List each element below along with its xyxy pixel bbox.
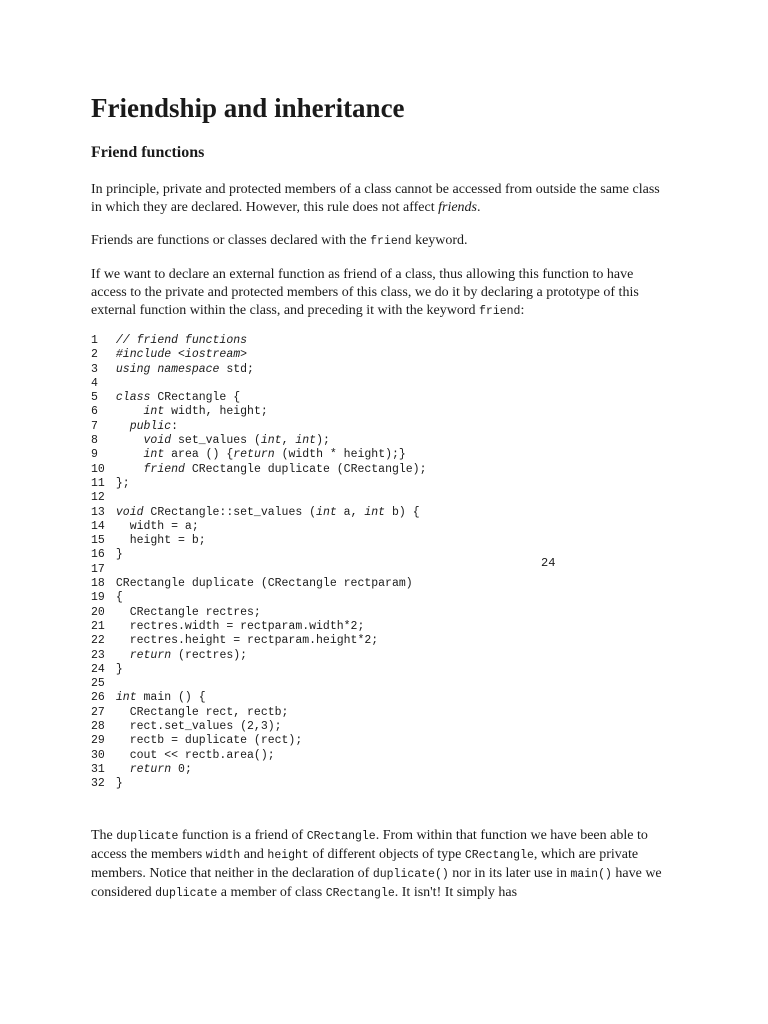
line-number: 19 <box>91 591 105 605</box>
code-keyword: int <box>115 691 137 705</box>
code-keyword: int <box>316 505 337 519</box>
line-number: 25 <box>91 677 105 691</box>
code-text: 0; <box>171 762 192 776</box>
code-text: CRectangle duplicate (CRectangle); <box>184 462 427 476</box>
code-line <box>91 420 426 434</box>
code-text: cout << rectb.area(); <box>109 748 275 762</box>
code-text: rectres.height = rectparam.height*2; <box>109 634 379 648</box>
code-line <box>91 563 426 577</box>
line-number: 20 <box>91 605 105 619</box>
code-line <box>91 548 426 562</box>
code-text <box>109 434 144 447</box>
code-text: rectres.width = rectparam.width*2; <box>109 619 365 633</box>
code-line <box>91 434 426 448</box>
code-line <box>91 405 426 419</box>
line-number: 18 <box>91 577 105 591</box>
line-number: 23 <box>91 648 105 662</box>
code-text: width = a; <box>109 519 199 533</box>
line-number: 16 <box>91 548 105 562</box>
code-line <box>91 463 426 477</box>
paragraph-declare-friend <box>91 266 671 321</box>
code-text <box>109 506 116 519</box>
code-text <box>109 463 144 476</box>
code-text <box>109 405 144 418</box>
paragraph-text: keyword. <box>411 233 468 248</box>
line-number: 9 <box>91 448 98 462</box>
paragraph-text: and <box>240 847 268 862</box>
code-keyword: int <box>143 405 165 419</box>
paragraph-duplicate-explanation <box>91 827 671 903</box>
inline-code: CRectangle <box>325 887 395 900</box>
code-line <box>91 506 426 520</box>
code-line <box>91 777 426 791</box>
paragraph-text: If we want to declare an external function as friend of a class, thus allowing this function to have access to the private and protected members of this class, we do it by declaring a prototype of this external function within the class, and preceding it with the keyword <box>91 267 639 318</box>
line-number: 32 <box>91 777 105 791</box>
code-text: area () { <box>164 448 234 462</box>
line-number: 3 <box>91 362 98 376</box>
code-line <box>91 620 426 634</box>
code-keyword: return <box>233 448 275 462</box>
line-number: 30 <box>91 748 105 762</box>
code-line <box>91 591 426 605</box>
inline-code: duplicate <box>155 887 218 900</box>
code-listing <box>91 334 426 792</box>
code-text: a, <box>336 505 365 519</box>
paragraph-text: The <box>91 828 117 843</box>
line-number: 15 <box>91 534 105 548</box>
line-number: 24 <box>91 662 105 676</box>
code-text: } <box>109 777 123 791</box>
paragraph-text: have we considered <box>91 866 662 900</box>
code-line <box>91 477 426 491</box>
line-number: 11 <box>91 476 105 490</box>
code-text <box>109 334 116 347</box>
inline-code: width <box>205 849 241 862</box>
line-number: 26 <box>91 691 105 705</box>
code-text: CRectangle::set_values ( <box>143 505 317 519</box>
code-text: height = b; <box>109 534 206 548</box>
code-text <box>109 763 130 776</box>
code-text <box>109 448 144 461</box>
code-keyword: #include <iostream> <box>115 348 248 362</box>
line-number: 5 <box>91 391 98 405</box>
code-line <box>91 577 426 591</box>
code-line <box>91 448 426 462</box>
code-keyword: int <box>143 448 165 462</box>
line-number: 28 <box>91 720 105 734</box>
paragraph-text: . From within that function we have been able to access the members <box>91 828 648 862</box>
line-number: 29 <box>91 734 105 748</box>
inline-code: CRectangle <box>306 830 376 843</box>
inline-code: duplicate <box>116 830 179 843</box>
inline-code: main() <box>570 868 612 881</box>
inline-code: duplicate() <box>372 868 449 881</box>
code-line <box>91 334 426 348</box>
code-text: } <box>109 662 123 676</box>
code-line <box>91 534 426 548</box>
code-line <box>91 677 426 691</box>
code-text: rect.set_values (2,3); <box>109 720 282 734</box>
code-text: : <box>171 419 179 433</box>
code-line <box>91 606 426 620</box>
code-keyword: public <box>129 419 172 433</box>
code-text <box>109 691 116 704</box>
inline-code: CRectangle <box>464 849 534 862</box>
code-text: CRectangle rectres; <box>109 605 261 619</box>
code-text: CRectangle duplicate (CRectangle rectparam) <box>109 577 413 591</box>
line-number: 27 <box>91 705 105 719</box>
code-line <box>91 520 426 534</box>
line-number: 12 <box>91 491 105 505</box>
section-heading: Friend functions <box>91 144 205 161</box>
code-keyword: using namespace <box>115 362 220 376</box>
code-text <box>109 420 130 433</box>
paragraph-text: Friends are functions or classes declared with the <box>91 233 371 248</box>
code-text: { <box>109 591 123 605</box>
code-line <box>91 720 426 734</box>
code-keyword: int <box>364 505 386 519</box>
inline-code: height <box>267 849 309 862</box>
code-keyword: class <box>115 391 151 405</box>
line-number: 1 <box>91 334 98 347</box>
line-number: 21 <box>91 619 105 633</box>
code-text <box>109 391 116 404</box>
paragraph-text: a member of class <box>217 885 326 900</box>
code-line <box>91 691 426 705</box>
paragraph-text: . It isn't! It simply has <box>394 885 518 900</box>
emphasis-text: friends <box>438 200 477 215</box>
line-number: 4 <box>91 376 98 390</box>
inline-code: friend <box>479 305 521 318</box>
line-number: 17 <box>91 562 105 576</box>
code-text: width, height; <box>164 405 268 419</box>
code-text: std; <box>219 362 254 376</box>
code-text: (rectres); <box>171 648 248 662</box>
code-line <box>91 377 426 391</box>
code-text: (width * height);} <box>274 448 406 462</box>
line-number: 8 <box>91 434 98 448</box>
code-line <box>91 348 426 362</box>
code-keyword: friend <box>143 462 185 476</box>
code-text: CRectangle rect, rectb; <box>109 705 289 719</box>
code-keyword: // friend functions <box>115 334 248 347</box>
code-text <box>109 649 130 662</box>
code-text: main () { <box>136 691 206 705</box>
code-line <box>91 491 426 505</box>
line-number: 10 <box>91 462 105 476</box>
code-line <box>91 734 426 748</box>
code-line <box>91 649 426 663</box>
code-keyword: int <box>260 434 282 448</box>
line-number: 31 <box>91 762 105 776</box>
code-line <box>91 363 426 377</box>
code-keyword: void <box>143 434 172 448</box>
page-number: 24 <box>541 556 556 570</box>
code-line <box>91 749 426 763</box>
code-keyword: void <box>115 505 144 519</box>
code-text: set_values ( <box>171 434 261 448</box>
code-line <box>91 706 426 720</box>
code-text: b) { <box>385 505 420 519</box>
line-number: 2 <box>91 348 98 362</box>
paragraph-intro <box>91 181 671 217</box>
code-text: rectb = duplicate (rect); <box>109 734 303 748</box>
line-number: 6 <box>91 405 98 419</box>
line-number: 13 <box>91 505 105 519</box>
paragraph-text: , which are private members. Notice that neither in the declaration of <box>91 847 639 881</box>
paragraph-text: nor in its later use in <box>448 866 571 881</box>
code-text: , <box>281 434 296 448</box>
paragraph-text: : <box>520 303 525 318</box>
line-number: 7 <box>91 419 98 433</box>
code-text: }; <box>109 476 130 490</box>
code-keyword: return <box>129 762 172 776</box>
line-number: 14 <box>91 519 105 533</box>
code-text: } <box>109 548 123 562</box>
page-title: Friendship and inheritance <box>91 93 405 123</box>
code-text: CRectangle { <box>150 391 241 405</box>
code-keyword: int <box>295 434 317 448</box>
inline-code: friend <box>370 235 412 248</box>
code-line <box>91 663 426 677</box>
code-line <box>91 763 426 777</box>
paragraph-text: function is a friend of <box>178 828 307 843</box>
code-text: ); <box>316 434 330 448</box>
line-number: 22 <box>91 634 105 648</box>
code-line <box>91 391 426 405</box>
paragraph-text: of different objects of type <box>308 847 465 862</box>
code-text <box>109 363 116 376</box>
paragraph-text: . <box>477 200 481 215</box>
code-line <box>91 634 426 648</box>
paragraph-text: In principle, private and protected members of a class cannot be accessed from outside the same class in which they are declared. However, this rule does not affect <box>91 182 660 215</box>
paragraph-friends-definition <box>91 232 671 251</box>
code-text <box>109 348 116 361</box>
code-keyword: return <box>129 648 172 662</box>
